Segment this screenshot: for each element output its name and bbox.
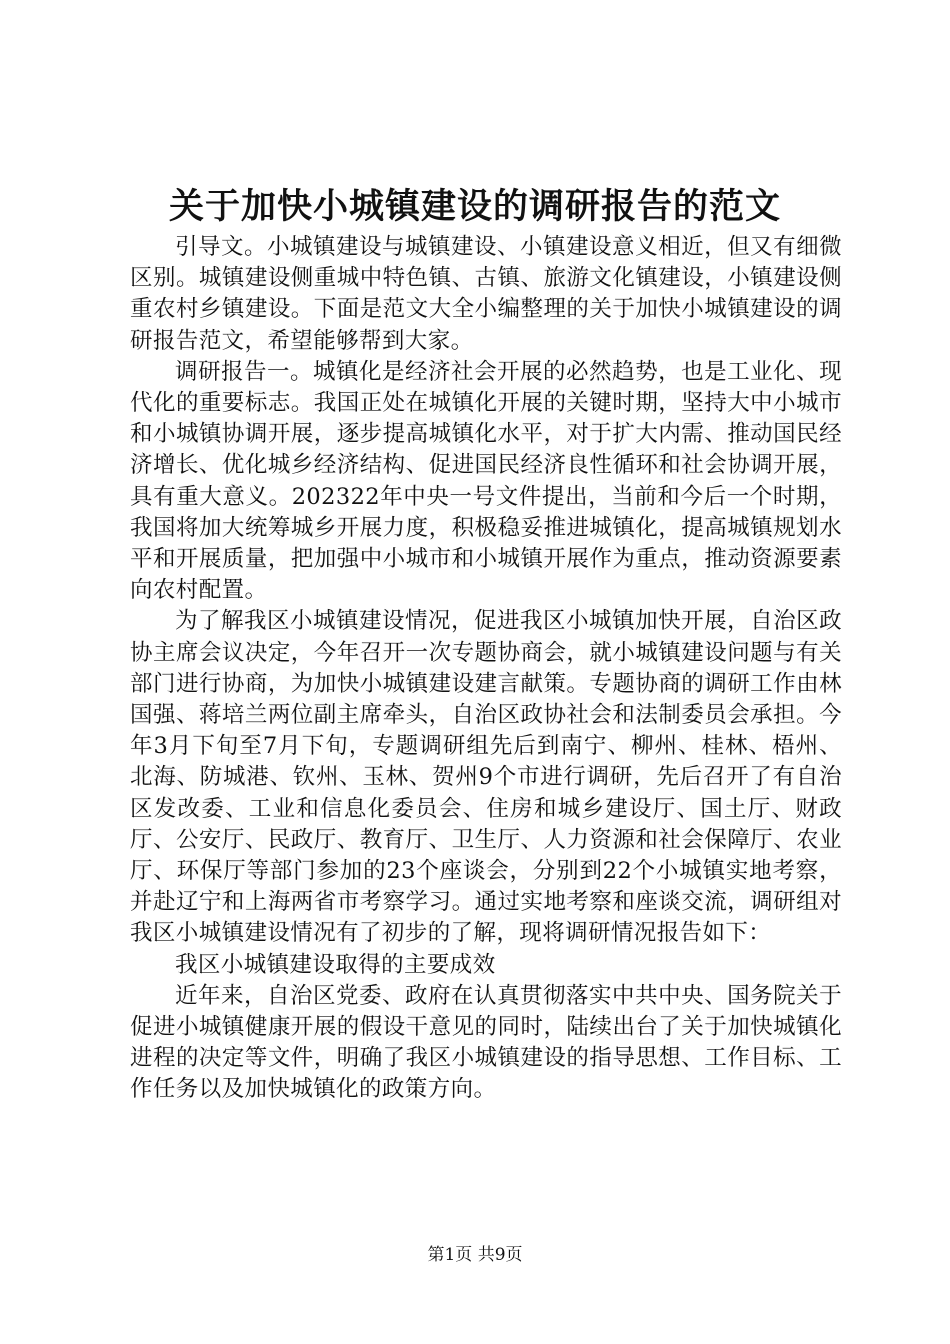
paragraph-achievements: 近年来，自治区党委、政府在认真贯彻落实中共中央、国务院关于促进小城镇健康开展的假设干意见的同时，陆续出台了关于加快城镇化进程的决定等文件，明确了我区小城镇建设的指导思想、工作目标、工作任务以及加快城镇化的政策方向。 <box>130 982 842 1103</box>
section-heading: 我区小城镇建设取得的主要成效 <box>175 951 496 978</box>
paragraph-investigation: 为了解我区小城镇建设情况，促进我区小城镇加快开展，自治区政协主席会议决定，今年召开一次专题协商会，就小城镇建设问题与有关部门进行协商，为加快小城镇建设建言献策。专题协商的调研工作由林国强、蒋培兰两位副主席牵头，自治区政协社会和法制委员会承担。今年3月下旬至7月下旬，专题调研组先后到南宁、柳州、桂林、梧州、北海、防城港、钦州、玉林、贺州9个市进行调研，先后召开了有自治区发改委、工业和信息化委员会、住房和城乡建设厅、国土厅、财政厅、公安厅、民政厅、教育厅、卫生厅、人力资源和社会保障厅、农业厅、环保厅等部门参加的23个座谈会，分别到22个小城镇实地考察，并赴辽宁和上海两省市考察学习。通过实地考察和座谈交流，调研组对我区小城镇建设情况有了初步的了解，现将调研情况报告如下： <box>130 608 842 947</box>
paragraph-report-one: 调研报告一。城镇化是经济社会开展的必然趋势，也是工业化、现代化的重要标志。我国正处在城镇化开展的关键时期，坚持大中小城市和小城镇协调开展，逐步提高城镇化水平，对于扩大内需、推动国民经济增长、优化城乡经济结构、促进国民经济良性循环和社会协调开展，具有重大意义。202322年中央一号文件提出，当前和今后一个时期，我国将加大统筹城乡开展力度，积极稳妥推进城镇化，提高城镇规划水平和开展质量，把加强中小城市和小城镇开展作为重点，推动资源要素向农村配置。 <box>130 358 842 604</box>
page-number-footer: 第1页 共9页 <box>427 1245 523 1265</box>
document-title: 关于加快小城镇建设的调研报告的范文 <box>168 186 781 227</box>
paragraph-intro: 引导文。小城镇建设与城镇建设、小镇建设意义相近，但又有细微区别。城镇建设侧重城中特色镇、古镇、旅游文化镇建设，小镇建设侧重农村乡镇建设。下面是范文大全小编整理的关于加快小城镇建设的调研报告范文，希望能够帮到大家。 <box>130 234 842 354</box>
document-body <box>130 232 842 1106</box>
